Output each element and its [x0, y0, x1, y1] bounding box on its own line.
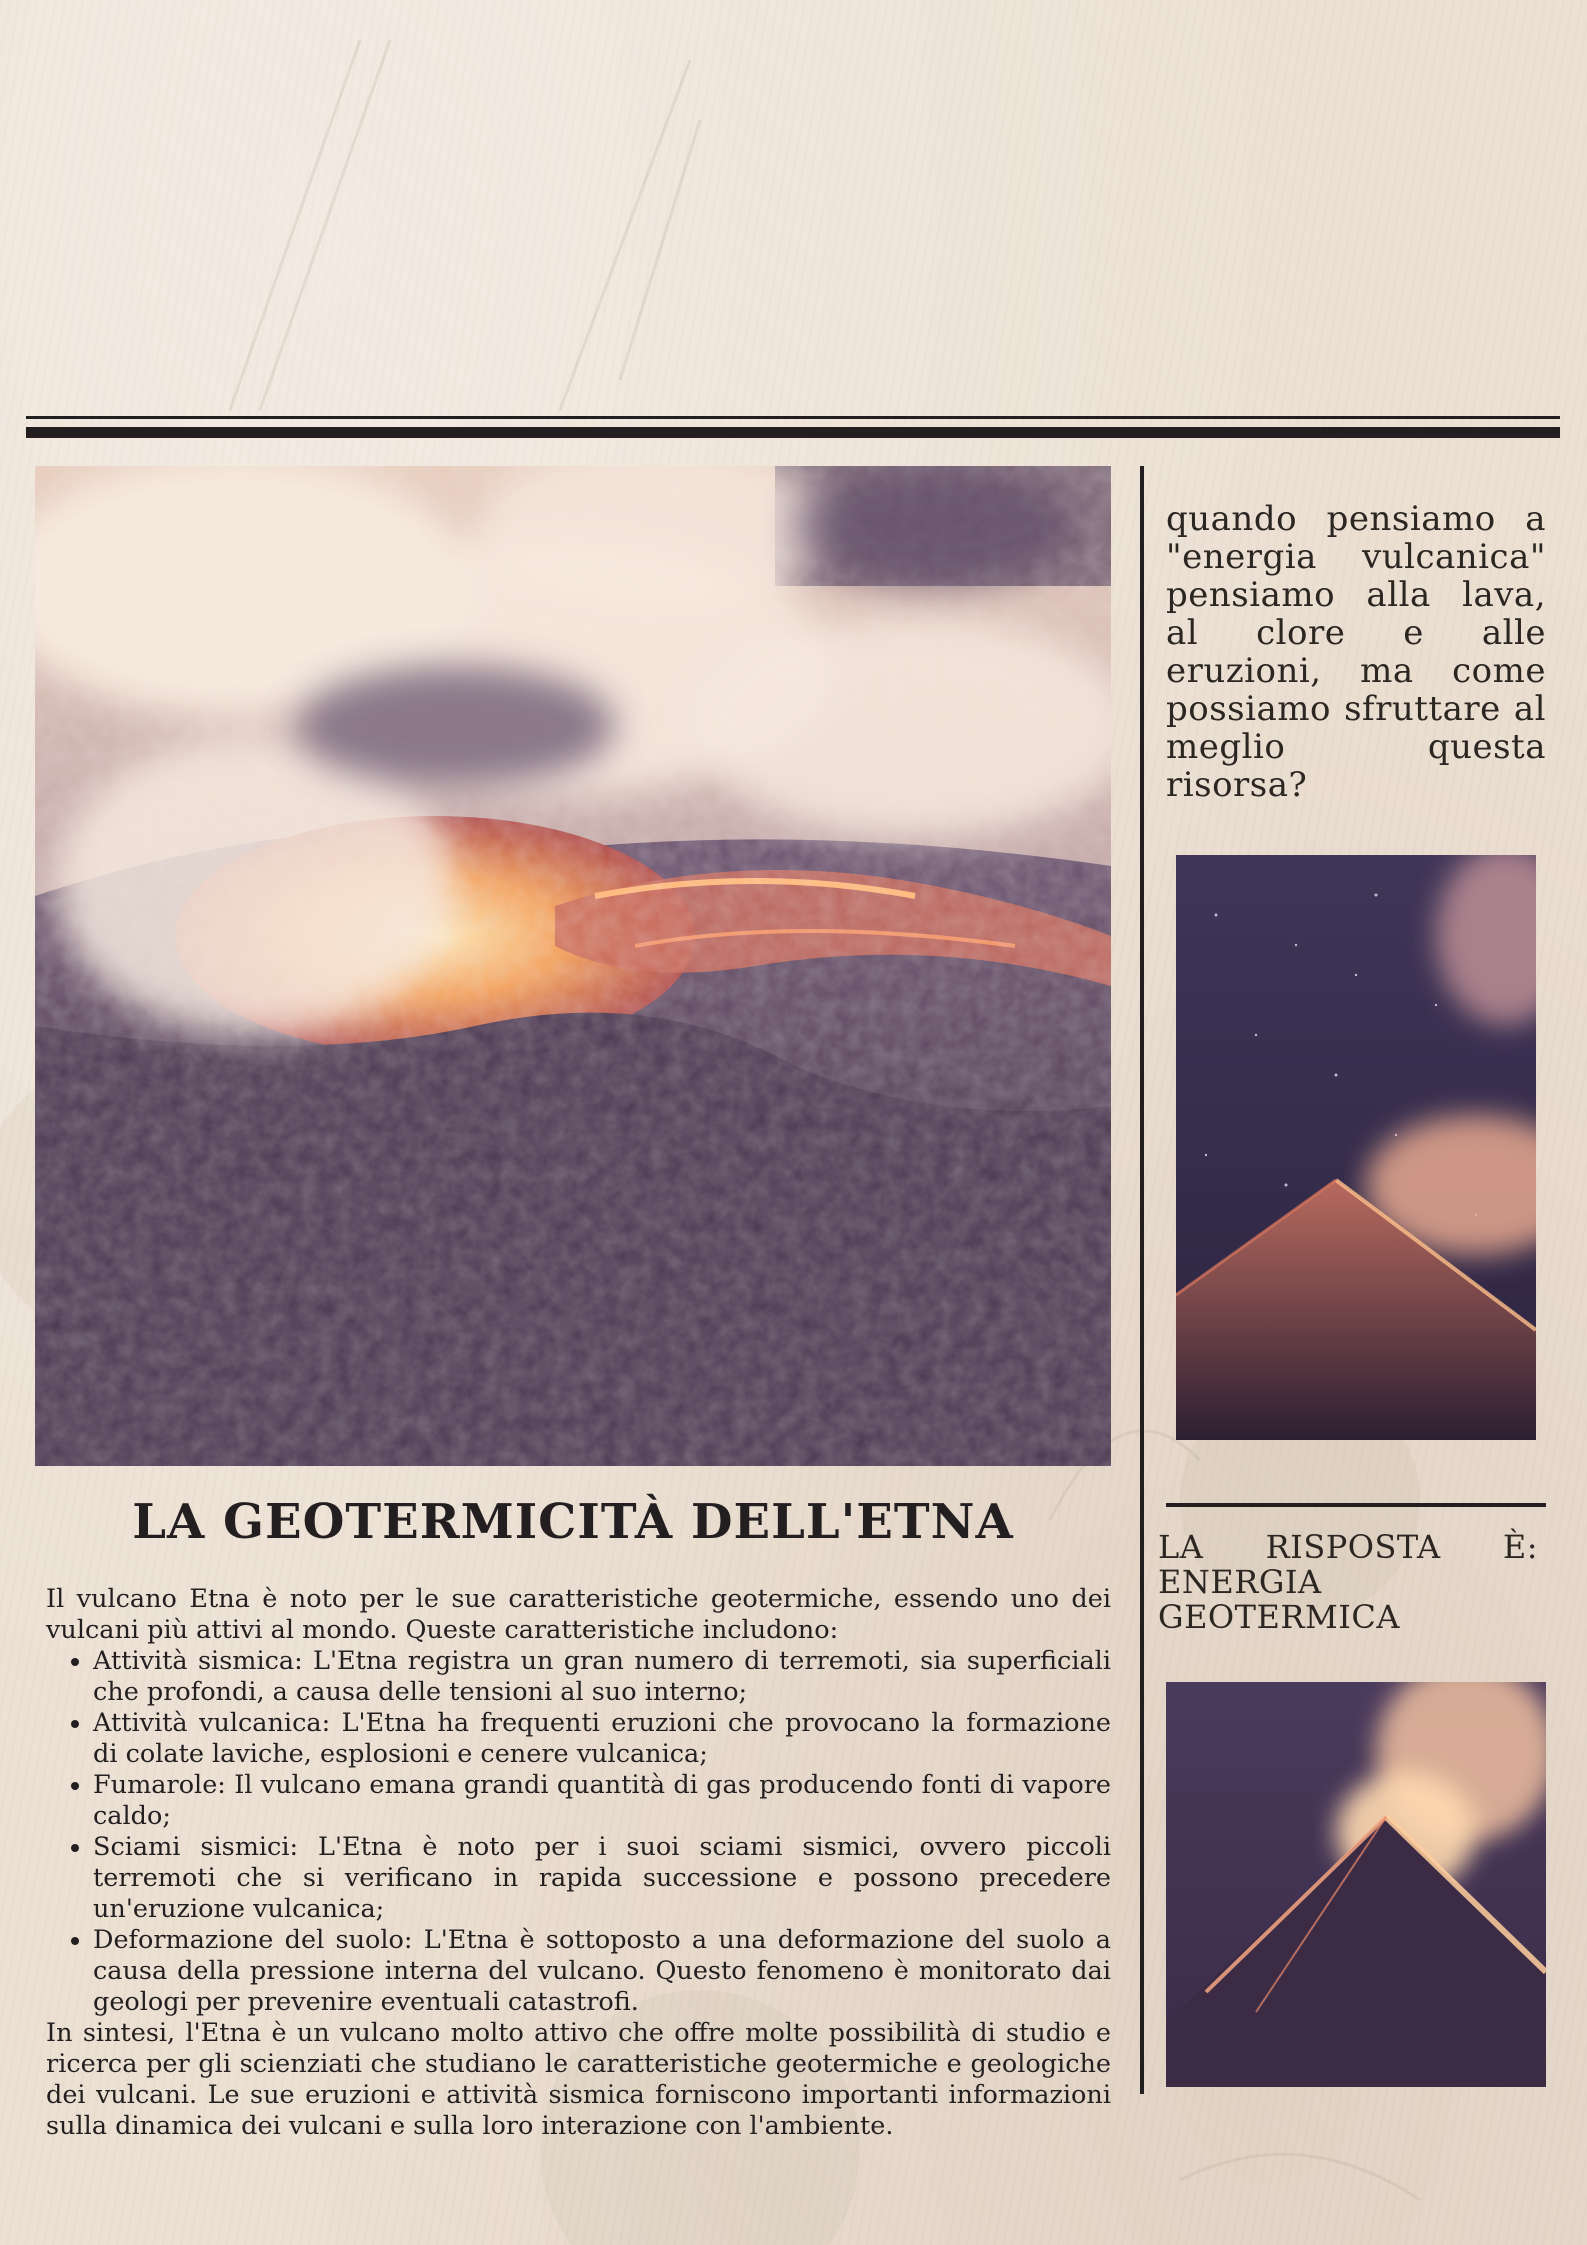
- article-conclusion: In sintesi, l'Etna è un vulcano molto attivo che offre molte possibilità di studio e ricerca per gli scienziati che studiano le caratteristiche geotermiche e geologiche dei vulcani. Le sue eruzioni e attività sismica forniscono importanti informazioni sulla dinamica dei vulcani e sulla loro interazione con l'ambiente.: [46, 2018, 1111, 2141]
- article-intro: Il vulcano Etna è noto per le sue caratteristiche geotermiche, essendo uno dei vulcani più attivi al mondo. Queste caratteristiche includono:: [46, 1584, 1111, 1645]
- sidebar-answer: LA RISPOSTA È: ENERGIA GEOTERMICA: [1158, 1528, 1538, 1636]
- article-body: [46, 1584, 1111, 2142]
- main-volcano-photo: [35, 466, 1111, 1466]
- masthead-rule-thick: [26, 427, 1560, 438]
- volcano-eruption-photo: [1166, 1682, 1546, 2087]
- list-item: • Sciami sismici: L'Etna è noto per i suoi sciami sismici, ovvero piccoli terremoti che si verificano in rapida successione e possono precedere un'eruzione vulcanica;: [93, 1832, 1111, 1925]
- masthead-rule-thin: [26, 416, 1560, 419]
- sidebar-rule: [1166, 1503, 1546, 1507]
- column-divider: [1140, 466, 1144, 2094]
- sidebar-question: quando pensiamo a "energia vulcanica" pensiamo alla lava, al clore e alle eruzioni, ma come possiamo sfruttare al meglio questa risorsa?: [1166, 499, 1546, 805]
- list-item: • Deformazione del suolo: L'Etna è sottoposto a una deformazione del suolo a causa della pressione interna del vulcano. Questo fenomeno è monitorato dai geologi per prevenire eventuali catastrofi.: [93, 1925, 1111, 2018]
- article-bullet-list: [46, 1646, 1111, 2018]
- list-item: • Attività sismica: L'Etna registra un gran numero di terremoti, sia superficiali che profondi, a causa delle tensioni al suo interno;: [93, 1646, 1111, 1708]
- list-item: • Attività vulcanica: L'Etna ha frequenti eruzioni che provocano la formazione di colate laviche, esplosioni e cenere vulcanica;: [93, 1708, 1111, 1770]
- article-headline: LA GEOTERMICITÀ DELL'ETNA: [132, 1494, 1014, 1550]
- volcano-night-photo: [1176, 855, 1536, 1440]
- list-item: • Fumarole: Il vulcano emana grandi quantità di gas producendo fonti di vapore caldo;: [93, 1770, 1111, 1832]
